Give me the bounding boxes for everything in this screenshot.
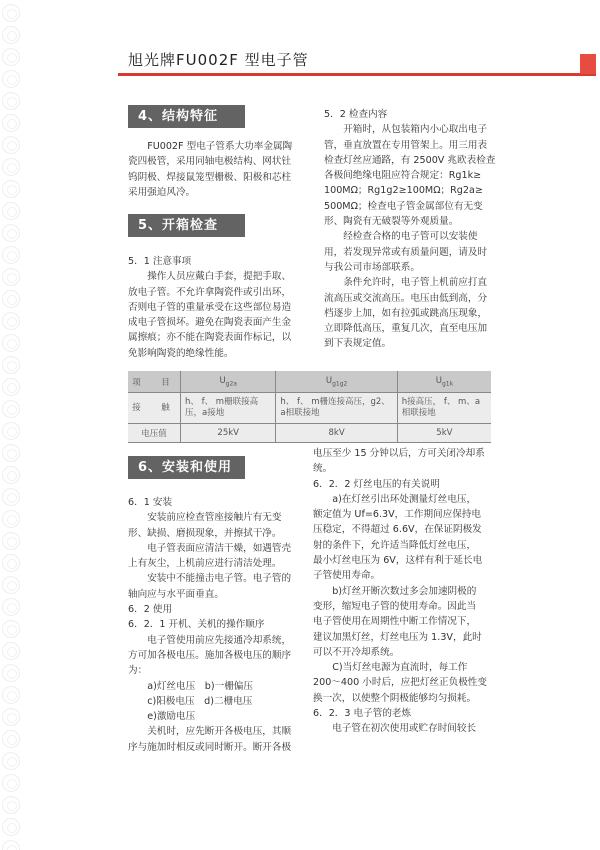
text-line: 统。 — [313, 463, 333, 475]
logo-watermark-icon — [2, 26, 20, 44]
text-line: 方可加各极电压。施加各极电压的顺序 — [128, 649, 292, 661]
text-line: 压稳定，不得超过 6.6V，在保证阴极发 — [313, 524, 482, 536]
logo-watermark-icon — [2, 642, 20, 660]
logo-watermark-icon — [2, 224, 20, 242]
section-4-body — [128, 139, 308, 200]
logo-watermark-icon — [2, 378, 20, 396]
logo-watermark-icon — [2, 818, 20, 836]
title-rule — [118, 73, 596, 76]
logo-watermark-icon — [2, 92, 20, 110]
logo-watermark-icon — [2, 620, 20, 638]
logo-watermark-icon — [2, 510, 20, 528]
logo-watermark-icon — [2, 730, 20, 748]
cell-line: h、 f、 m栅联接高 — [185, 397, 259, 407]
logo-watermark-icon — [2, 48, 20, 66]
table-cell: 25kV — [181, 424, 276, 443]
subheading: 6．2．1 开机、关机的操作顺序 — [128, 619, 265, 631]
table-cell: 8kV — [276, 424, 397, 443]
logo-watermark-icon — [2, 466, 20, 484]
text-line: 操作人员应戴白手套，提把手取、 — [147, 271, 292, 283]
logo-watermark-icon — [2, 246, 20, 264]
text-line: 与我公司市场部联系。 — [324, 261, 420, 273]
cell-line: g2、a相联接地 — [280, 397, 390, 418]
table-cell — [276, 393, 397, 424]
text-line: 最小灯丝电压为 6V，这样有利于延长电 — [313, 555, 483, 567]
subheading: 5．1 注意事项 — [128, 256, 192, 267]
text-line: 采用强迫风冷。 — [128, 186, 196, 198]
text-line: 序与施加时相反或同时断开。断开各极 — [128, 741, 292, 753]
text-line: 流高压或交流高压。电压由低到高，分 — [324, 292, 488, 304]
text-line: 放电子管。不允许拿陶瓷件或引出环， — [128, 286, 292, 298]
test-voltage-table — [128, 371, 491, 443]
text-line: 各极间绝缘电阻应符合规定：Rg1k≥ — [324, 170, 482, 182]
logo-watermark-icon — [2, 136, 20, 154]
sequence-item: a)灯丝电压 b)一栅偏压 — [147, 680, 253, 692]
text-line: 开箱时，从包装箱内小心取出电子 — [343, 124, 488, 136]
logo-watermark-icon — [2, 4, 20, 22]
text-line: 额定值为 Uf=6.3V，工作期间应保持电 — [313, 509, 482, 521]
text-line: C)当灯丝电源为直流时，每工作 — [332, 662, 468, 674]
logo-watermark-icon — [2, 268, 20, 286]
text-line: 条件允许时，电子管上机前应打直 — [343, 277, 488, 289]
subheading: 6．2 使用 — [128, 604, 173, 616]
text-line: 立即降低高压，重复几次，直至电压加 — [324, 323, 488, 335]
header-subscript: g2a — [225, 380, 237, 388]
text-line: 管，垂直放置在专用管架上。用三用表 — [324, 139, 488, 151]
text-line: 可以不开冷却系统。 — [313, 646, 400, 658]
table-cell — [397, 393, 491, 424]
logo-watermark-icon — [2, 356, 20, 374]
header-symbol: U — [325, 375, 333, 386]
text-line: 100MΩ；Rg1g2≥100MΩ；Rg2a≥ — [324, 185, 483, 197]
header-symbol: U — [435, 375, 442, 386]
section-6-body — [128, 495, 310, 755]
text-line: 瓷四极管，采用同轴电极结构、网状钍 — [128, 156, 292, 168]
header-subscript: g1k — [441, 380, 454, 388]
text-line: 200～400 小时后，应把灯丝正负极性变 — [313, 677, 487, 689]
table-header-ug1g2 — [276, 371, 397, 393]
logo-watermark-icon — [2, 554, 20, 572]
cell-line: h、 f、 m栅连接高压， — [280, 397, 371, 407]
text-line: FU002F 型电子管系大功率金属陶 — [147, 141, 293, 152]
table-header-ug2a — [181, 371, 276, 393]
logo-watermark-icon — [2, 444, 20, 462]
logo-watermark-icon — [2, 422, 20, 440]
table-cell-label: 接 触 — [128, 393, 181, 424]
logo-watermark-icon — [2, 290, 20, 308]
subheading: 6．2．2 灯丝电压的有关说明 — [313, 478, 440, 490]
text-line: 安装中不能撞击电子管。电子管的 — [147, 573, 292, 585]
logo-watermark-icon — [2, 752, 20, 770]
section-5-2-body — [324, 107, 506, 352]
logo-watermark-icon — [2, 70, 20, 88]
text-line: 档逐步上加，如有拉弧或跳高压现象， — [324, 307, 488, 319]
table-cell-label: 电压值 — [128, 424, 181, 443]
text-line: 变形，缩短电子管的使用寿命。因此当 — [313, 600, 477, 612]
text-line: 检查灯丝应通路，有 2500V 兆欧表检查 — [324, 154, 496, 166]
header-symbol: U — [219, 375, 226, 386]
logo-watermark-icon — [2, 488, 20, 506]
text-line: 安装前应检查管座接触片有无变 — [147, 512, 282, 524]
text-line: 用，若发现异常或有质量问题，请及时 — [324, 246, 488, 258]
logo-watermark-icon — [2, 774, 20, 792]
text-line: 500MΩ；检查电子管金属部位有无变 — [324, 200, 483, 212]
table-header-row — [128, 371, 491, 393]
logo-watermark-icon — [2, 576, 20, 594]
logo-watermark-icon — [2, 158, 20, 176]
subheading: 6．2．3 电子管的老炼 — [313, 708, 412, 720]
subheading: 6．1 安装 — [128, 497, 173, 508]
logo-watermark-icon — [2, 708, 20, 726]
text-line: 轴向应与水平面垂直。 — [128, 588, 224, 600]
text-line: 形、缺损、磨损现象，并擦拭干净。 — [128, 527, 282, 539]
text-line: 形、陶瓷有无破裂等外观质量。 — [324, 216, 459, 228]
text-line: 关机时，应先断开各极电压，其顺 — [147, 726, 292, 738]
header-subscript: g1g2 — [332, 380, 348, 388]
text-line: 电子管在初次使用或贮存时间较长 — [332, 723, 477, 735]
text-line: 射的条件下，允许适当降低灯丝电压， — [313, 539, 477, 551]
watermark-strip — [0, 0, 22, 850]
logo-watermark-icon — [2, 312, 20, 330]
sequence-item: c)阳极电压 d)二栅电压 — [147, 695, 253, 707]
text-line: 到下表规定值。 — [324, 338, 392, 350]
text-line: a)在灯丝引出环处测量灯丝电压， — [332, 493, 477, 505]
text-line: 钨阴极、焊接鼠笼型栅极、阳极和芯柱 — [128, 171, 292, 183]
text-line: 否则电子管的重量承受在这些部位易造 — [128, 301, 292, 313]
section-heading-5: 5、开箱检查 — [128, 214, 245, 237]
table-cell: 5kV — [397, 424, 491, 443]
logo-watermark-icon — [2, 532, 20, 550]
logo-watermark-icon — [2, 202, 20, 220]
text-line: 为： — [128, 665, 148, 677]
text-line: 电子管表面应清洁干燥，如遇管壳 — [147, 542, 292, 554]
table-header-ug1k — [397, 371, 491, 393]
document-title: 旭光牌FU002F 型电子管 — [128, 51, 309, 69]
logo-watermark-icon — [2, 686, 20, 704]
logo-watermark-icon — [2, 796, 20, 814]
cell-line: 压，a接地 — [185, 408, 225, 418]
text-line: 换一次，以使整个阴极能够均匀损耗。 — [313, 692, 477, 704]
logo-watermark-icon — [2, 840, 20, 850]
text-line: 建议加黑灯丝，灯丝电压为 1.3V，此时 — [313, 631, 482, 643]
logo-watermark-icon — [2, 334, 20, 352]
logo-watermark-icon — [2, 598, 20, 616]
section-5-1-body — [128, 254, 308, 361]
logo-watermark-icon — [2, 664, 20, 682]
logo-watermark-icon — [2, 114, 20, 132]
section-heading-4: 4、结构特征 — [128, 105, 245, 128]
table-row-voltage — [128, 424, 491, 443]
table-row-connection — [128, 393, 491, 424]
text-line: 电子管使用在周期性中断工作情况下， — [313, 616, 477, 628]
table-header-item: 项 目 — [128, 371, 181, 393]
cell-line: a相联接地 — [401, 397, 481, 418]
text-line: 免影响陶瓷的绝缘性能。 — [128, 347, 234, 359]
text-line: 子管使用寿命。 — [313, 570, 381, 582]
table-cell — [181, 393, 276, 424]
text-line: 上有灰尘，上机前应进行清洁处理。 — [128, 558, 282, 570]
text-line: 电子管使用前应先接通冷却系统， — [147, 634, 292, 646]
sequence-item: e)激励电压 — [147, 711, 196, 723]
logo-watermark-icon — [2, 400, 20, 418]
section-heading-6: 6、安装和使用 — [128, 456, 245, 479]
text-line: 经检查合格的电子管可以安装使 — [343, 231, 478, 243]
title-accent-block — [580, 54, 596, 74]
text-line: 成电子管损坏。避免在陶瓷表面产生金 — [128, 317, 292, 329]
text-line: 属擦痕；亦不能在陶瓷表面作标记，以 — [128, 332, 292, 344]
text-line: 电压至少 15 分钟以后，方可关闭冷却系 — [313, 448, 485, 459]
text-line: b)灯丝开断次数过多会加速阴极的 — [332, 585, 477, 597]
logo-watermark-icon — [2, 180, 20, 198]
subheading: 5．2 检查内容 — [324, 109, 388, 120]
section-6-2-2-body — [313, 446, 507, 737]
cell-line: h接高压， f、 m、 — [401, 397, 475, 407]
